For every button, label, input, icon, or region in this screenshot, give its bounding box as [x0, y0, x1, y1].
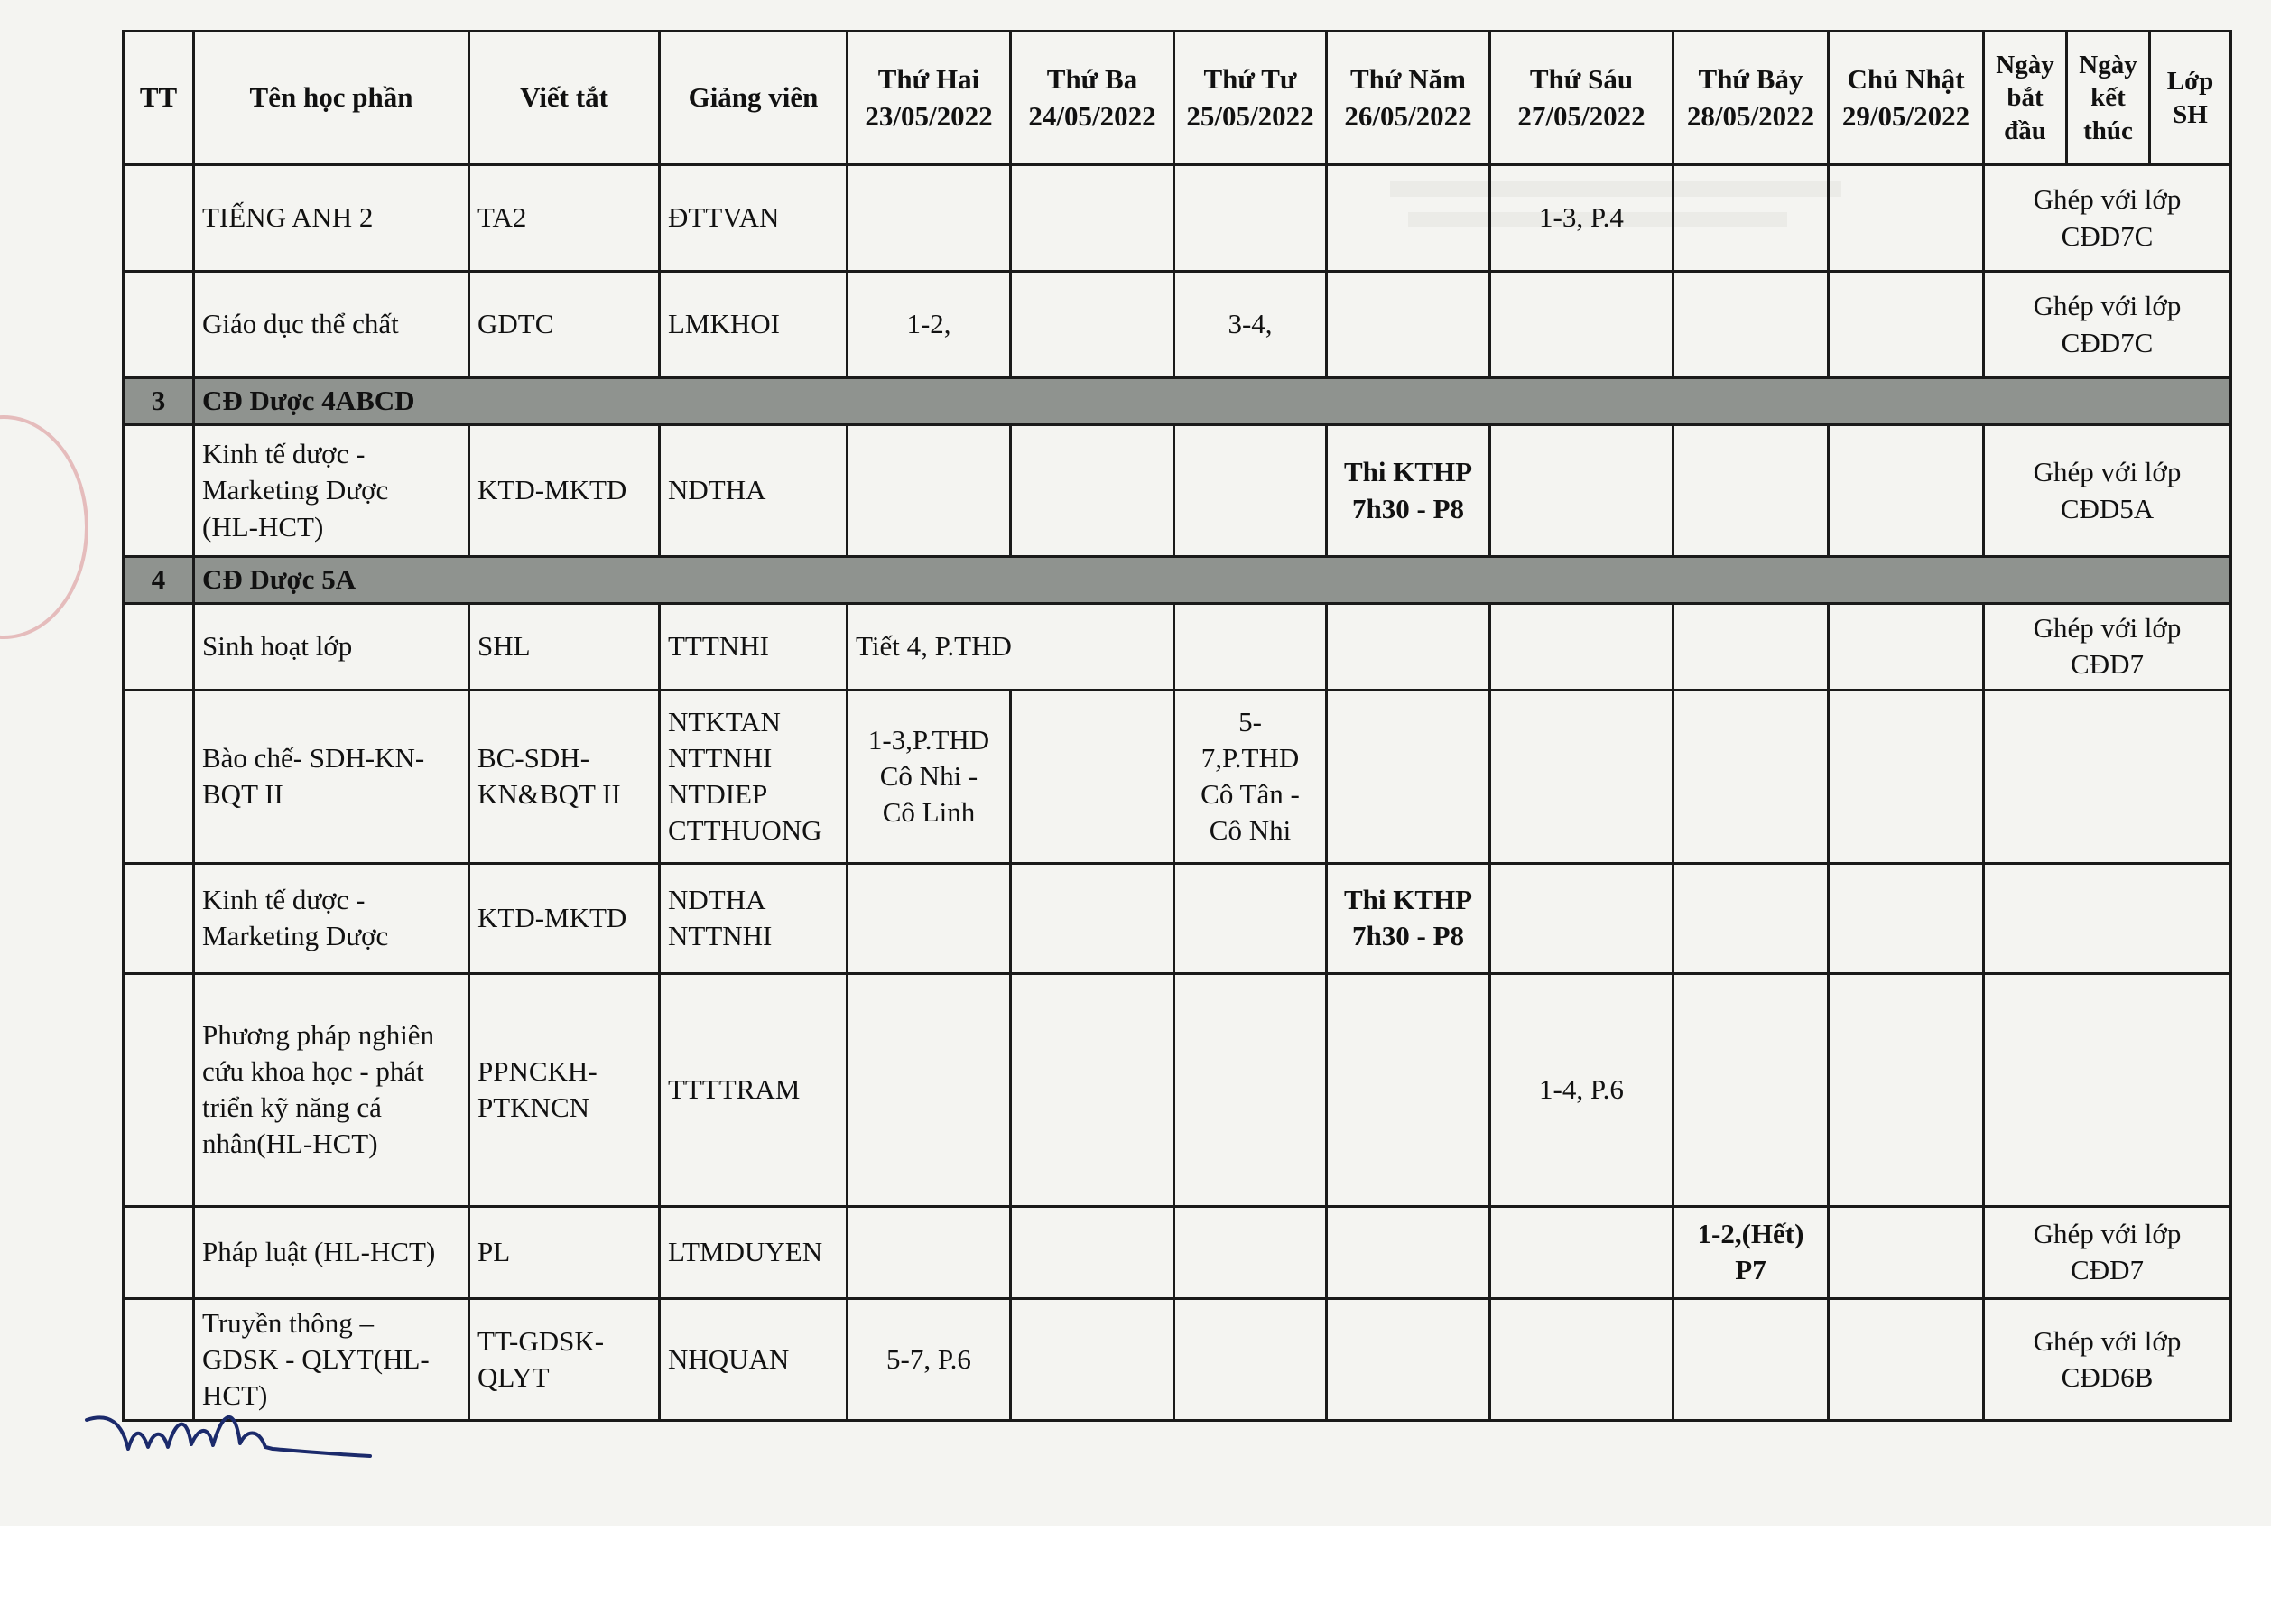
sat-cell	[1673, 272, 1829, 378]
mon-cell	[848, 1206, 1011, 1298]
tt-cell	[124, 973, 194, 1206]
mon-cell	[848, 973, 1011, 1206]
wed-cell: 5- 7,P.THD Cô Tân - Cô Nhi	[1174, 690, 1327, 863]
table-row	[124, 165, 2231, 272]
sun-cell	[1829, 1298, 1984, 1421]
subject-cell: Giáo dục thể chất	[194, 272, 469, 378]
fri-cell	[1490, 272, 1673, 378]
wed-cell	[1174, 973, 1327, 1206]
mon-cell	[848, 863, 1011, 973]
tt-cell	[124, 690, 194, 863]
sun-cell	[1829, 863, 1984, 973]
sat-cell	[1673, 973, 1829, 1206]
group-number: 3	[124, 378, 194, 425]
header-day-sat: Thứ Bảy 28/05/2022	[1673, 32, 1829, 165]
subject-cell: Phương pháp nghiên cứu khoa học - phát triển kỹ năng cá nhân(HL-HCT)	[194, 973, 469, 1206]
abbr-cell: TT-GDSK- QLYT	[469, 1298, 660, 1421]
tt-cell	[124, 165, 194, 272]
abbr-cell: KTD-MKTD	[469, 425, 660, 557]
sun-cell	[1829, 165, 1984, 272]
mon-cell: 1-3,P.THD Cô Nhi - Cô Linh	[848, 690, 1011, 863]
tue-cell	[1011, 425, 1174, 557]
header-day-thu: Thứ Năm 26/05/2022	[1327, 32, 1490, 165]
tt-cell	[124, 425, 194, 557]
note-cell: Ghép với lớp CĐD7	[1984, 1206, 2231, 1298]
schedule-table	[122, 30, 2232, 1422]
subject-cell: Pháp luật (HL-HCT)	[194, 1206, 469, 1298]
wed-cell	[1174, 425, 1327, 557]
header-class: Lớp SH	[2150, 32, 2231, 165]
sat-cell	[1673, 863, 1829, 973]
sat-cell	[1673, 1298, 1829, 1421]
fri-cell: 1-3, P.4	[1490, 165, 1673, 272]
wed-cell	[1174, 165, 1327, 272]
table-row	[124, 1298, 2231, 1421]
subject-cell: TIẾNG ANH 2	[194, 165, 469, 272]
fri-cell	[1490, 690, 1673, 863]
sun-cell	[1829, 425, 1984, 557]
note-cell: Ghép với lớp CĐD7C	[1984, 165, 2231, 272]
thu-cell	[1327, 690, 1490, 863]
mon-cell: 5-7, P.6	[848, 1298, 1011, 1421]
lecturer-cell: NHQUAN	[660, 1298, 848, 1421]
lecturer-cell: LTMDUYEN	[660, 1206, 848, 1298]
header-day-mon: Thứ Hai 23/05/2022	[848, 32, 1011, 165]
lecturer-cell: LMKHOI	[660, 272, 848, 378]
table-row	[124, 425, 2231, 557]
header-start-date: Ngày bắt đầu	[1984, 32, 2067, 165]
note-cell: Ghép với lớp CĐD6B	[1984, 1298, 2231, 1421]
wed-cell	[1174, 1298, 1327, 1421]
tt-cell	[124, 272, 194, 378]
mon-cell	[848, 425, 1011, 557]
fri-cell	[1490, 863, 1673, 973]
abbr-cell: KTD-MKTD	[469, 863, 660, 973]
wed-cell	[1174, 1206, 1327, 1298]
header-day-tue: Thứ Ba 24/05/2022	[1011, 32, 1174, 165]
group-row	[124, 557, 2231, 604]
lecturer-cell: ĐTTVAN	[660, 165, 848, 272]
mon-cell: Tiết 4, P.THD	[848, 604, 1174, 691]
group-name: CĐ Dược 4ABCD	[194, 378, 2231, 425]
note-cell	[1984, 973, 2231, 1206]
sat-cell: 1-2,(Hết) P7	[1673, 1206, 1829, 1298]
wed-cell: 3-4,	[1174, 272, 1327, 378]
thu-cell	[1327, 1298, 1490, 1421]
header-day-wed: Thứ Tư 25/05/2022	[1174, 32, 1327, 165]
tue-cell	[1011, 863, 1174, 973]
note-cell	[1984, 690, 2231, 863]
tt-cell	[124, 604, 194, 691]
group-name: CĐ Dược 5A	[194, 557, 2231, 604]
header-day-fri: Thứ Sáu 27/05/2022	[1490, 32, 1673, 165]
tue-cell	[1011, 1206, 1174, 1298]
sun-cell	[1829, 272, 1984, 378]
group-number: 4	[124, 557, 194, 604]
header-lecturer: Giảng viên	[660, 32, 848, 165]
fri-cell	[1490, 604, 1673, 691]
table-row	[124, 604, 2231, 691]
thu-cell	[1327, 165, 1490, 272]
tue-cell	[1011, 690, 1174, 863]
thu-cell: Thi KTHP 7h30 - P8	[1327, 425, 1490, 557]
fri-cell: 1-4, P.6	[1490, 973, 1673, 1206]
group-row	[124, 378, 2231, 425]
red-stamp-fragment	[0, 415, 88, 639]
abbr-cell: BC-SDH- KN&BQT II	[469, 690, 660, 863]
tt-cell	[124, 1206, 194, 1298]
note-cell: Ghép với lớp CĐD5A	[1984, 425, 2231, 557]
sun-cell	[1829, 1206, 1984, 1298]
table-row	[124, 1206, 2231, 1298]
header-day-sun: Chủ Nhật 29/05/2022	[1829, 32, 1984, 165]
abbr-cell: SHL	[469, 604, 660, 691]
sat-cell	[1673, 690, 1829, 863]
lecturer-cell: NTKTAN NTTNHI NTDIEP CTTHUONG	[660, 690, 848, 863]
tue-cell	[1011, 1298, 1174, 1421]
table-row	[124, 690, 2231, 863]
mon-cell	[848, 165, 1011, 272]
fri-cell	[1490, 1298, 1673, 1421]
lecturer-cell: TTTTRAM	[660, 973, 848, 1206]
wed-cell	[1174, 863, 1327, 973]
thu-cell: Thi KTHP 7h30 - P8	[1327, 863, 1490, 973]
abbr-cell: PPNCKH- PTKNCN	[469, 973, 660, 1206]
handwritten-signature	[81, 1395, 379, 1476]
abbr-cell: TA2	[469, 165, 660, 272]
lecturer-cell: TTTNHI	[660, 604, 848, 691]
thu-cell	[1327, 973, 1490, 1206]
note-cell: Ghép với lớp CĐD7C	[1984, 272, 2231, 378]
abbr-cell: PL	[469, 1206, 660, 1298]
header-subject: Tên học phần	[194, 32, 469, 165]
sat-cell	[1673, 425, 1829, 557]
table-row	[124, 863, 2231, 973]
subject-cell: Kinh tế dược - Marketing Dược (HL-HCT)	[194, 425, 469, 557]
table-row	[124, 272, 2231, 378]
note-cell	[1984, 863, 2231, 973]
tt-cell	[124, 863, 194, 973]
wed-cell	[1174, 604, 1327, 691]
tue-cell	[1011, 973, 1174, 1206]
subject-cell: Truyền thông – GDSK - QLYT(HL- HCT)	[194, 1298, 469, 1421]
abbr-cell: GDTC	[469, 272, 660, 378]
sun-cell	[1829, 690, 1984, 863]
lecturer-cell: NDTHA NTTNHI	[660, 863, 848, 973]
thu-cell	[1327, 1206, 1490, 1298]
mon-cell: 1-2,	[848, 272, 1011, 378]
sat-cell	[1673, 165, 1829, 272]
fri-cell	[1490, 1206, 1673, 1298]
subject-cell: Kinh tế dược - Marketing Dược	[194, 863, 469, 973]
tue-cell	[1011, 165, 1174, 272]
page-bottom-margin	[0, 1526, 2271, 1624]
subject-cell: Bào chế- SDH-KN- BQT II	[194, 690, 469, 863]
header-tt: TT	[124, 32, 194, 165]
header-end-date: Ngày kết thúc	[2067, 32, 2150, 165]
lecturer-cell: NDTHA	[660, 425, 848, 557]
sun-cell	[1829, 973, 1984, 1206]
fri-cell	[1490, 425, 1673, 557]
header-row	[124, 32, 2231, 165]
header-abbr: Viết tắt	[469, 32, 660, 165]
thu-cell	[1327, 272, 1490, 378]
sun-cell	[1829, 604, 1984, 691]
tue-cell	[1011, 272, 1174, 378]
table-row	[124, 973, 2231, 1206]
note-cell: Ghép với lớp CĐD7	[1984, 604, 2231, 691]
thu-cell	[1327, 604, 1490, 691]
subject-cell: Sinh hoạt lớp	[194, 604, 469, 691]
sat-cell	[1673, 604, 1829, 691]
